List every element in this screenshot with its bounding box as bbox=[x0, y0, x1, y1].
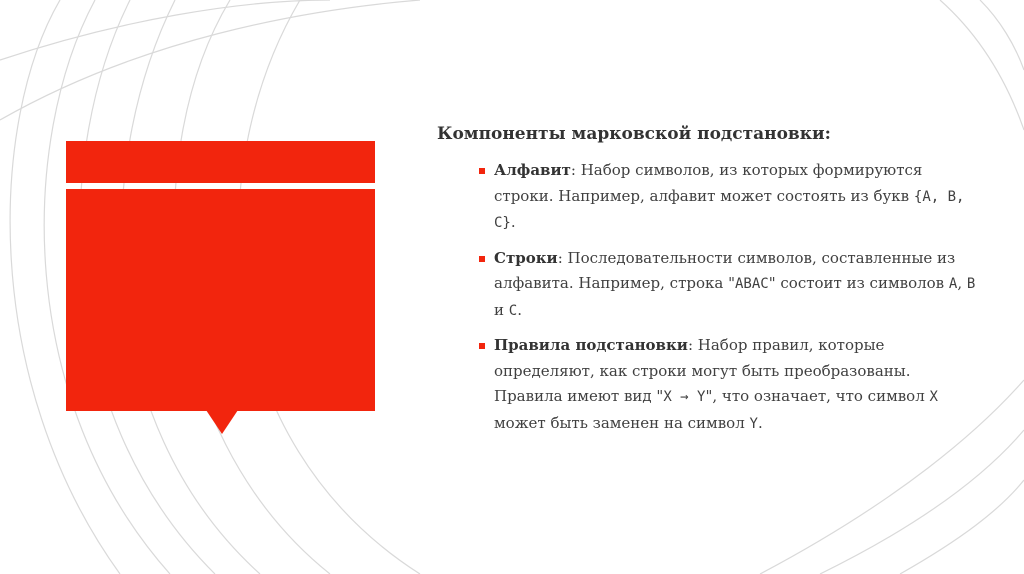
bullet-term: Алфавит bbox=[494, 161, 571, 179]
bullet-text: " состоит из символов bbox=[768, 274, 949, 292]
bullet-text: . bbox=[510, 213, 516, 231]
bullet-item bbox=[437, 333, 977, 437]
code-text: Y bbox=[749, 415, 758, 432]
code-text: C bbox=[508, 302, 518, 319]
code-text: {A, B, C} bbox=[494, 188, 965, 231]
bullet-term: Правила подстановки bbox=[494, 336, 688, 354]
accent-callout-box bbox=[66, 189, 375, 411]
bullet-text: ", что означает, что символ bbox=[705, 387, 930, 405]
bullet-item bbox=[437, 246, 977, 325]
bullet-item bbox=[437, 158, 977, 237]
accent-callout-pointer bbox=[206, 410, 238, 434]
code-text: ABAC bbox=[735, 276, 769, 292]
accent-bar bbox=[66, 141, 375, 183]
bullet-list bbox=[437, 158, 977, 437]
bullet-text: : Набор правил, которые определяют, как строки могут быть преобразованы. Правила имеют вид " bbox=[494, 336, 911, 405]
bullet-square-icon bbox=[479, 168, 485, 174]
bullet-term: Строки bbox=[494, 248, 558, 267]
bullet-text: , bbox=[957, 274, 967, 292]
bullet-text: : Набор символов, из которых формируются строки. Например, алфавит может состоять из букв bbox=[494, 161, 923, 205]
bullet-square-icon bbox=[479, 256, 485, 262]
bullet-text: . bbox=[517, 300, 522, 319]
code-text: X → Y bbox=[663, 389, 706, 405]
bullet-text: . bbox=[757, 413, 763, 432]
bullet-text: и bbox=[494, 300, 509, 319]
code-text: X bbox=[929, 389, 938, 405]
code-text: A bbox=[948, 276, 958, 292]
slide-content bbox=[437, 124, 977, 446]
slide-heading: Компоненты марковской подстановки: bbox=[437, 124, 831, 144]
bullet-square-icon bbox=[479, 343, 485, 349]
bullet-text: может быть заменен на символ bbox=[494, 413, 750, 432]
code-text: B bbox=[966, 276, 976, 292]
bullet-text: : Последовательности символов, составленные из алфавита. Например, строка " bbox=[494, 248, 956, 292]
